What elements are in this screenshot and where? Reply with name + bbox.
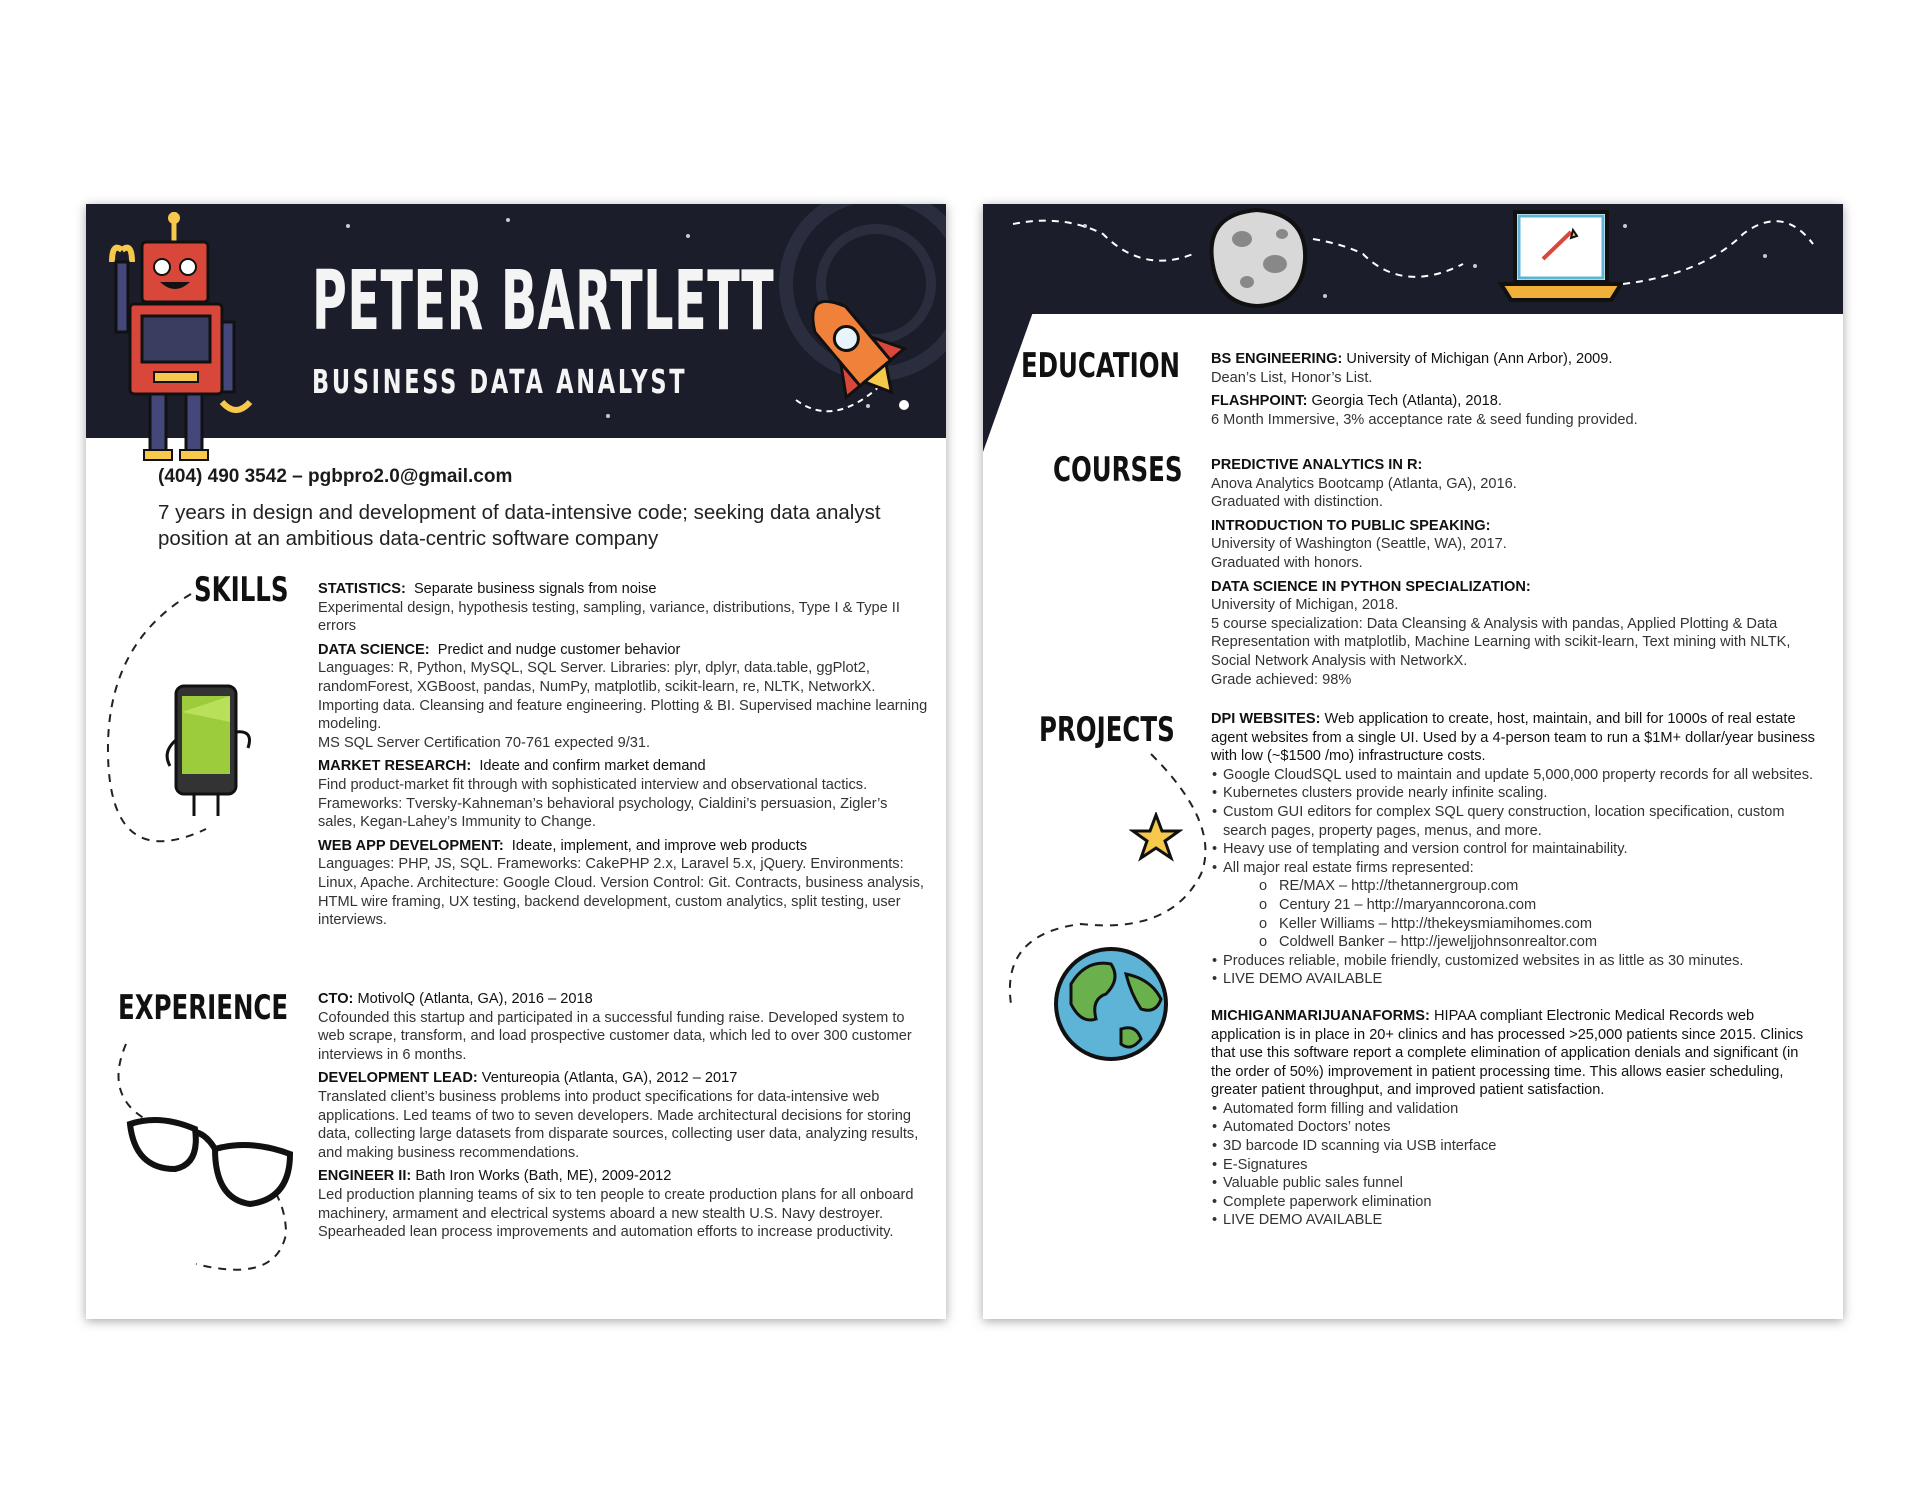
project-entry: MICHIGANMARIJUANAFORMS: HIPAA compliant Electronic Medical Records web application is in place in 20+ clinics and has processed >25,000 patients since 2015. Clinics that use this software report a complete elimination of application denials and significant (in the order of 50%) improvement in patient processing time. This allows easier scheduling, greater patient throughput, and improved patient satisfaction. • Automated form filling and validation • Automated Doctors’ notes • 3D barcode ID scanning via USB interface • E-Signatures • Valuable public sales funnel • Complete paperwork elimination • LIVE DEMO AVAILABLE (1211, 1007, 1821, 1230)
courses-heading: COURSES (1053, 450, 1183, 490)
list-item: • LIVE DEMO AVAILABLE (1223, 1211, 1821, 1230)
education-section (1211, 350, 1821, 434)
list-item: • Custom GUI editors for complex SQL query construction, location specification, custom search pages, property pages, menus, and more. (1223, 803, 1821, 840)
resume-name: PETER BARTLETT (312, 254, 775, 349)
list-item: • E-Signatures (1223, 1156, 1821, 1175)
list-item: • Kubernetes clusters provide nearly infinite scaling. (1223, 784, 1821, 803)
list-item: • 3D barcode ID scanning via USB interface (1223, 1137, 1821, 1156)
list-item: • All major real estate firms represented: (1223, 859, 1821, 878)
experience-entry: ENGINEER II: Bath Iron Works (Bath, ME), 2009-2012 Led production planning teams of six to ten people to create production plans for all onboard machinery, armament and electrical systems aboard a new stealth U.S. Navy destroyer. Spearheaded lean process improvements and automation efforts to increase productivity. (318, 1168, 914, 1241)
course-entry: DATA SCIENCE IN PYTHON SPECIALIZATION: University of Michigan, 2018. 5 course specialization: Data Cleansing & Analysis with pandas, Applied Plotting & Data Representation with matplotlib, Machine Learning with scikit-learn, Text mining with NLTK, Social Network Analysis with NetworkX. Grade achieved: 98% (1211, 578, 1791, 688)
job-title: BUSINESS DATA ANALYST (312, 362, 688, 401)
earth-icon (1051, 944, 1171, 1064)
education-entry: FLASHPOINT: Georgia Tech (Atlanta), 2018. 6 Month Immersive, 3% acceptance rate & seed funding provided. (1211, 393, 1638, 428)
list-item: • Google CloudSQL used to maintain and update 5,000,000 property records for all websites. (1223, 766, 1821, 785)
robot-icon (104, 212, 264, 467)
course-entry: INTRODUCTION TO PUBLIC SPEAKING: University of Washington (Seattle, WA), 2017. Graduated with honors. (1211, 517, 1507, 571)
header-banner (983, 204, 1843, 314)
list-item: o RE/MAX – http://thetannergroup.com (1279, 877, 1821, 896)
asteroid-icon (1197, 204, 1317, 314)
project-bullet-list (1211, 952, 1821, 989)
list-item: • Valuable public sales funnel (1223, 1174, 1821, 1193)
list-item: • LIVE DEMO AVAILABLE (1223, 970, 1821, 989)
experience-section (318, 990, 928, 1247)
course-entry: PREDICTIVE ANALYTICS IN R: Anova Analytics Bootcamp (Atlanta, GA), 2016. Graduated with distinction. (1211, 457, 1517, 511)
star-icon (1129, 812, 1183, 862)
skills-section (318, 580, 928, 935)
courses-section (1211, 456, 1821, 694)
rocket-icon (776, 280, 926, 430)
list-item: • Automated Doctors’ notes (1223, 1118, 1821, 1137)
dashed-path-decoration (983, 204, 1843, 314)
smartphone-icon (162, 682, 262, 822)
list-item: o Keller Williams – http://thekeysmiamihomes.com (1279, 915, 1821, 934)
skill-entry: DATA SCIENCE: Predict and nudge customer behavior Languages: R, Python, MySQL, SQL Server. Libraries: plyr, dplyr, data.table, ggPlot2, randomForest, XGBoost, pandas, NumPy, matplotlib, scikit-learn, re, NLTK, NetworkX. Importing data. Cleansing and feature engineering. Plotting & BI. Supervised machine learning modeling. MS SQL Server Certification 70-761 expected 9/31. (318, 641, 928, 751)
resume-page-2 (983, 204, 1843, 1319)
projects-heading: PROJECTS (1039, 710, 1175, 750)
list-item: o Coldwell Banker – http://jeweljjohnsonrealtor.com (1279, 933, 1821, 952)
laptop-icon (1493, 204, 1623, 310)
objective-statement: 7 years in design and development of data-intensive code; seeking data analyst position at an ambitious data-centric software company (158, 501, 881, 550)
experience-entry: CTO: MotivolQ (Atlanta, GA), 2016 – 2018 Cofounded this startup and participated in a successful funding raise. Developed system to web scrape, transform, and load prospective customer data, which led to over 300 customer interviews in 6 months. (318, 991, 912, 1063)
education-entry: BS ENGINEERING: University of Michigan (Ann Arbor), 2009. Dean’s List, Honor’s List. (1211, 351, 1613, 386)
list-item: o Century 21 – http://maryanncorona.com (1279, 896, 1821, 915)
list-item: • Complete paperwork elimination (1223, 1193, 1821, 1212)
skill-entry: WEB APP DEVELOPMENT: Ideate, implement, and improve web products Languages: PHP, JS, SQL. Frameworks: CakePHP 2.x, Laravel 5.x, jQuery. Environments: Linux, Apache. Architecture: Google Cloud. Version Control: Git. Contracts, business analysis, HTML wire framing, UX testing, backend development, custom analytics, split testing, user interviews. (318, 837, 924, 929)
experience-entry: DEVELOPMENT LEAD: Ventureopia (Atlanta, GA), 2012 – 2017 Translated client’s business problems into product specifications for data-intensive web applications. Led teams of two to seven developers. Made architectural decisions for storing data, collecting large datasets from disparate sources, collecting user data, analyzing results, and making business recommendations. (318, 1070, 919, 1161)
project-bullet-list (1211, 1100, 1821, 1230)
firm-list (1211, 877, 1821, 951)
glasses-icon (120, 1104, 300, 1214)
project-bullet-list (1211, 766, 1821, 878)
skill-entry: MARKET RESEARCH: Ideate and confirm market demand Find product-market fit through with sophisticated interview and observational tactics. Frameworks: Tversky-Kahneman’s behavioral psychology, Cialdini’s persuasion, Zigler’s sales, Kegan-Lahey’s Immunity to Change. (318, 758, 888, 831)
education-heading: EDUCATION (1021, 346, 1181, 386)
project-entry: DPI WEBSITES: Web application to create, host, maintain, and bill for 1000s of real estate agent websites from a single UI. Used by a 4-person team to run a $1M+ dollar/year business with low (~$1500 /mo) infrastructure costs. • Google CloudSQL used to maintain and update 5,000,000 property records for all websites. • Kubernetes clusters provide nearly infinite scaling. • Custom GUI editors for complex SQL query construction, location specification, custom search pages, property pages, menus, and more. • Heavy use of templating and version control for maintainability. • All major real estate firms represented: o RE/MAX – http://thetannergroup.com o Century 21 – http://maryanncorona.com o Keller Williams – http://thekeysmiamihomes.com o Coldwell Banker – http://jeweljjohnsonrealtor.com • Produces reliable, mobile friendly, customized websites in as little as 30 minutes. • LIVE DEMO AVAILABLE (1211, 710, 1821, 989)
resume-page-1 (86, 204, 946, 1319)
experience-heading: EXPERIENCE (118, 988, 289, 1028)
contact-info: (404) 490 3542 – pgbpro2.0@gmail.com (158, 466, 513, 487)
skills-heading: SKILLS (194, 570, 289, 610)
projects-section (1211, 710, 1821, 1235)
list-item: • Heavy use of templating and version control for maintainability. (1223, 840, 1821, 859)
list-item: • Automated form filling and validation (1223, 1100, 1821, 1119)
list-item: • Produces reliable, mobile friendly, customized websites in as little as 30 minutes. (1223, 952, 1821, 971)
skill-entry: STATISTICS: Separate business signals from noise Experimental design, hypothesis testing, sampling, variance, distributions, Type I & Type II errors (318, 581, 900, 635)
